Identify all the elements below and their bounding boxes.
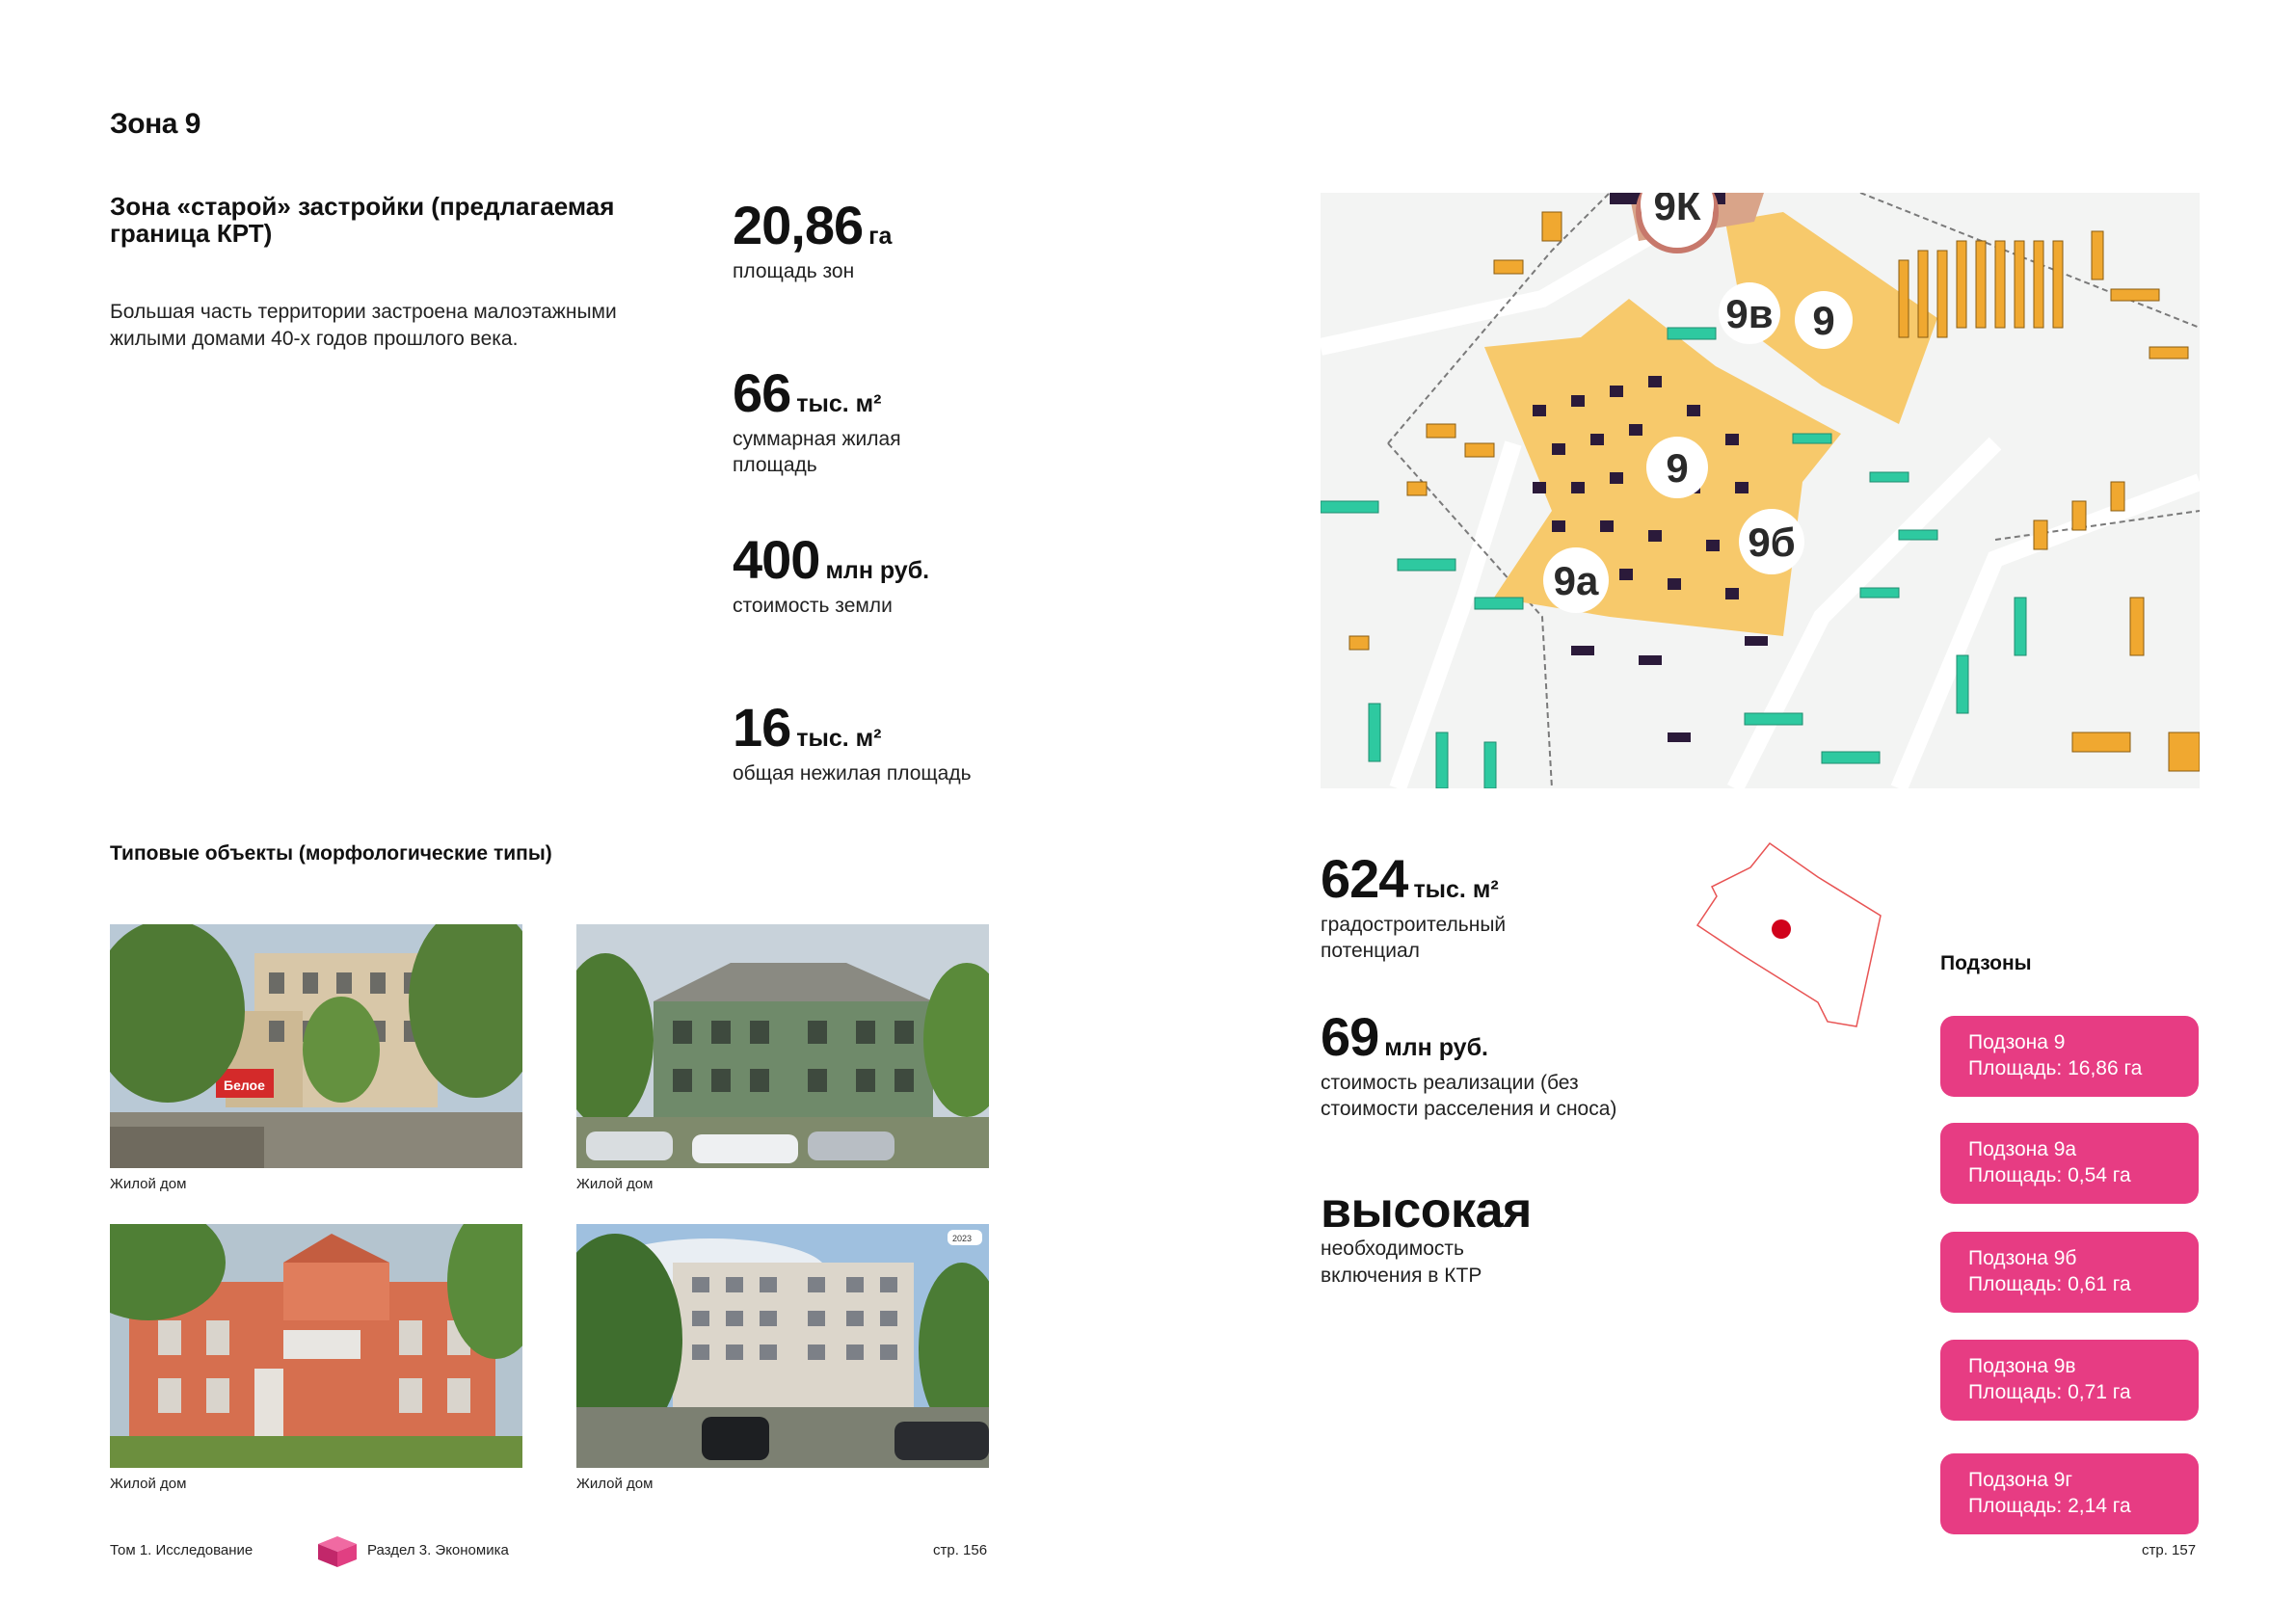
subzone-card-9g (1940, 1453, 2199, 1534)
stat-nonresidential (733, 697, 972, 786)
zone-description: Большая часть территории застроена малоэтажными жилыми домами 40-х годов прошлого века. (110, 301, 617, 350)
subzone-card-9v (1940, 1340, 2199, 1421)
section-cube-icon (316, 1534, 359, 1569)
subzone-card-9a (1940, 1123, 2199, 1204)
zone-title: Зона 9 (110, 108, 200, 140)
stat-value: 624 (1321, 848, 1408, 909)
stat-unit: тыс. м² (796, 390, 882, 417)
stat-unit: млн руб. (1384, 1034, 1488, 1061)
stat-implementation-cost (1321, 1006, 1629, 1122)
photo-house-4 (576, 1224, 989, 1468)
stat-unit: га (868, 223, 893, 250)
shop-sign: Белое (224, 1078, 265, 1093)
necessity-label: необходимость включения в КТР (1321, 1238, 1482, 1287)
stat-unit: млн руб. (825, 557, 930, 584)
map-label-9v: 9в (1725, 291, 1774, 336)
subzones-title: Подзоны (1940, 952, 2032, 974)
stat-label: общая нежилая площадь (733, 762, 972, 785)
photo-caption: Жилой дом (110, 1476, 187, 1492)
subzone-card-9b (1940, 1232, 2199, 1313)
map-label-9b: 9б (1748, 519, 1796, 565)
subzone-name: Подзона 9в (1968, 1355, 2076, 1377)
subzone-area: Площадь: 2,14 га (1968, 1495, 2131, 1517)
photo-caption: Жилой дом (110, 1176, 187, 1192)
necessity-level: высокая (1321, 1183, 1532, 1238)
subzone-name: Подзона 9б (1968, 1247, 2077, 1269)
footer-section: Раздел 3. Экономика (367, 1542, 509, 1558)
map-label-9: 9 (1666, 445, 1689, 491)
map-label-9g: 9 (1812, 298, 1835, 343)
map-label-9k: 9К (1653, 193, 1701, 228)
photo-caption: Жилой дом (576, 1176, 654, 1192)
footer-page-left: стр. 156 (933, 1542, 988, 1558)
stat-label: площадь зон (733, 260, 855, 282)
stat-value: 16 (733, 697, 791, 758)
subzone-name: Подзона 9 (1968, 1031, 2066, 1053)
stat-label: стоимость земли (733, 595, 893, 617)
photo-house-3 (110, 1224, 522, 1468)
subzone-card-9 (1940, 1016, 2199, 1097)
stat-value: 400 (733, 529, 820, 590)
stat-unit: тыс. м² (796, 725, 882, 752)
subzone-area: Площадь: 16,86 га (1968, 1057, 2143, 1079)
stat-label: градостроительный потенциал (1321, 914, 1507, 962)
stat-land-cost (733, 529, 930, 619)
subzone-name: Подзона 9а (1968, 1138, 2077, 1160)
stat-living-area (733, 362, 945, 478)
zone-location-marker (1772, 919, 1791, 939)
typical-objects-title: Типовые объекты (морфологические типы) (110, 842, 552, 865)
photo-year-badge: 2023 (952, 1234, 973, 1243)
stat-unit: тыс. м² (1413, 876, 1499, 903)
stat-potential (1321, 848, 1552, 964)
footer-volume: Том 1. Исследование (110, 1542, 254, 1558)
stat-area (733, 195, 893, 284)
subzone-area: Площадь: 0,61 га (1968, 1273, 2131, 1295)
footer-page-right: стр. 157 (2142, 1542, 2197, 1558)
photo-house-2 (576, 924, 989, 1168)
photo-house-1 (110, 924, 522, 1168)
stat-label: стоимость реализации (без стоимости расселения и сноса) (1321, 1072, 1617, 1120)
subzone-area: Площадь: 0,71 га (1968, 1381, 2131, 1403)
subzone-area: Площадь: 0,54 га (1968, 1164, 2131, 1186)
subzone-name: Подзона 9г (1968, 1469, 2073, 1491)
stat-value: 20,86 (733, 195, 864, 255)
map-label-9a: 9а (1553, 558, 1599, 603)
stat-label: суммарная жилая площадь (733, 428, 901, 476)
photo-caption: Жилой дом (576, 1476, 654, 1492)
zone-outline-minimap (1693, 839, 1885, 1031)
stat-value: 66 (733, 362, 791, 423)
zone-map (1321, 193, 2200, 788)
stat-value: 69 (1321, 1006, 1379, 1067)
zone-subtitle: Зона «старой» застройки (предлагаемая граница КРТ) (110, 192, 615, 248)
